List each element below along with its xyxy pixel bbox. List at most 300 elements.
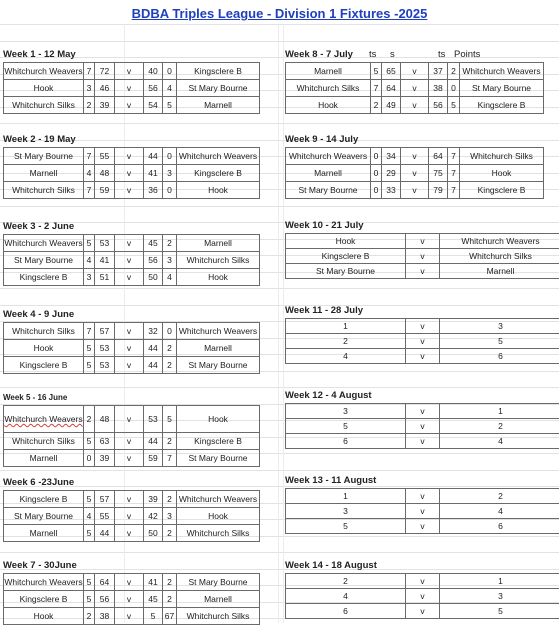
home-shots: 39 bbox=[100, 100, 109, 110]
home-team: Whitchurch Weavers bbox=[289, 151, 367, 161]
table-row bbox=[286, 334, 559, 349]
home-points-cell bbox=[371, 63, 382, 80]
home-points: 0 bbox=[374, 168, 379, 178]
away-points-cell bbox=[448, 63, 460, 80]
home-team-cell bbox=[4, 508, 84, 525]
versus: v bbox=[420, 521, 424, 531]
away-points-cell bbox=[163, 433, 177, 450]
home-team: 6 bbox=[343, 606, 348, 616]
fixture-table bbox=[285, 403, 559, 449]
home-team: Whitchurch Weavers bbox=[4, 238, 82, 248]
away-points-cell bbox=[163, 508, 177, 525]
versus: v bbox=[127, 100, 131, 110]
away-shots: 44 bbox=[148, 151, 157, 161]
versus-cell bbox=[401, 148, 429, 165]
away-points: 7 bbox=[451, 151, 456, 161]
versus-cell bbox=[115, 406, 144, 433]
away-points: 7 bbox=[167, 453, 172, 463]
home-points-cell bbox=[84, 63, 95, 80]
home-points-cell bbox=[84, 608, 95, 625]
away-team: Kingsclere B bbox=[194, 436, 242, 446]
away-team: Hook bbox=[208, 272, 228, 282]
away-points: 5 bbox=[167, 414, 172, 424]
versus: v bbox=[127, 66, 131, 76]
away-points: 67 bbox=[165, 611, 174, 621]
away-points: 4 bbox=[167, 83, 172, 93]
versus-cell bbox=[406, 504, 440, 519]
versus-cell bbox=[406, 319, 440, 334]
versus-cell bbox=[406, 574, 440, 589]
home-points: 3 bbox=[87, 272, 92, 282]
col-header-points: Points bbox=[454, 47, 494, 62]
home-team: Kingsclere B bbox=[20, 494, 68, 504]
versus: v bbox=[420, 336, 424, 346]
away-team-cell bbox=[177, 508, 260, 525]
home-team-cell bbox=[286, 264, 406, 279]
home-team: 1 bbox=[343, 491, 348, 501]
home-shots: 59 bbox=[100, 185, 109, 195]
away-shots: 75 bbox=[433, 168, 442, 178]
home-team: St Mary Bourne bbox=[298, 185, 357, 195]
home-team: Marnell bbox=[314, 66, 342, 76]
away-team-cell bbox=[440, 574, 559, 589]
home-shots: 53 bbox=[100, 360, 109, 370]
versus-cell bbox=[115, 269, 144, 286]
home-shots: 48 bbox=[100, 414, 109, 424]
away-shots: 50 bbox=[148, 528, 157, 538]
away-points: 7 bbox=[451, 185, 456, 195]
table-row bbox=[4, 433, 260, 450]
table-row bbox=[286, 80, 544, 97]
home-team: Kingsclere B bbox=[20, 360, 68, 370]
away-team: Hook bbox=[208, 511, 228, 521]
home-team: St Mary Bourne bbox=[14, 511, 73, 521]
table-row bbox=[4, 450, 260, 467]
versus: v bbox=[127, 151, 131, 161]
table-row bbox=[4, 269, 260, 286]
away-shots-cell bbox=[144, 269, 163, 286]
away-team-cell bbox=[440, 519, 559, 534]
home-team-cell bbox=[4, 608, 84, 625]
away-points: 2 bbox=[167, 360, 172, 370]
away-team: 4 bbox=[498, 436, 503, 446]
away-points-cell bbox=[163, 148, 177, 165]
away-shots: 44 bbox=[148, 436, 157, 446]
away-team: St Mary Bourne bbox=[188, 453, 247, 463]
home-team-cell bbox=[4, 182, 84, 199]
away-team: Marnell bbox=[204, 343, 232, 353]
away-team-cell bbox=[177, 165, 260, 182]
home-points-cell bbox=[84, 525, 95, 542]
home-team-cell bbox=[4, 591, 84, 608]
home-shots: 44 bbox=[100, 528, 109, 538]
table-row bbox=[286, 249, 559, 264]
away-team-cell bbox=[440, 504, 559, 519]
away-team: 2 bbox=[498, 491, 503, 501]
away-points: 2 bbox=[167, 577, 172, 587]
home-points: 5 bbox=[87, 436, 92, 446]
versus-cell bbox=[115, 491, 144, 508]
home-team: Whitchurch Silks bbox=[297, 83, 360, 93]
week-heading-text: Week 14 - 18 August bbox=[285, 558, 377, 573]
away-points-cell bbox=[163, 525, 177, 542]
home-shots-cell bbox=[95, 97, 115, 114]
home-points: 4 bbox=[87, 511, 92, 521]
away-team-cell bbox=[177, 97, 260, 114]
grid-line bbox=[0, 288, 559, 289]
week-heading bbox=[3, 307, 260, 322]
home-team: 3 bbox=[343, 506, 348, 516]
away-team: St Mary Bourne bbox=[472, 83, 531, 93]
away-points-cell bbox=[163, 608, 177, 625]
week-heading-text: Week 11 - 28 July bbox=[285, 303, 363, 318]
away-team: 3 bbox=[498, 321, 503, 331]
versus-cell bbox=[115, 165, 144, 182]
home-team-cell bbox=[286, 249, 406, 264]
away-shots-cell bbox=[144, 340, 163, 357]
home-points-cell bbox=[84, 574, 95, 591]
home-team: Kingsclere B bbox=[20, 272, 68, 282]
versus-cell bbox=[406, 519, 440, 534]
home-team-cell bbox=[286, 504, 406, 519]
away-points-cell bbox=[448, 97, 460, 114]
away-team-cell bbox=[440, 334, 559, 349]
table-row bbox=[286, 574, 559, 589]
table-row bbox=[286, 434, 559, 449]
versus-cell bbox=[401, 165, 429, 182]
home-points: 7 bbox=[87, 326, 92, 336]
versus: v bbox=[412, 66, 416, 76]
table-row bbox=[4, 525, 260, 542]
table-row bbox=[286, 234, 559, 249]
home-shots: 39 bbox=[100, 453, 109, 463]
away-team-cell bbox=[177, 525, 260, 542]
home-points-cell bbox=[371, 80, 382, 97]
away-team: 1 bbox=[498, 406, 503, 416]
home-team-cell bbox=[286, 404, 406, 419]
away-points: 5 bbox=[451, 100, 456, 110]
table-row bbox=[286, 264, 559, 279]
home-shots: 41 bbox=[100, 255, 109, 265]
away-team: Hook bbox=[492, 168, 512, 178]
grid-line bbox=[0, 552, 559, 553]
away-points-cell bbox=[163, 252, 177, 269]
table-row bbox=[286, 319, 559, 334]
week-block bbox=[3, 307, 260, 374]
away-team-cell bbox=[177, 148, 260, 165]
versus-cell bbox=[406, 264, 440, 279]
versus: v bbox=[420, 591, 424, 601]
week-heading bbox=[3, 475, 260, 490]
home-points-cell bbox=[84, 235, 95, 252]
week-heading bbox=[3, 47, 260, 62]
away-shots-cell bbox=[144, 80, 163, 97]
away-points: 5 bbox=[167, 100, 172, 110]
away-shots-cell bbox=[429, 148, 448, 165]
away-team: Whitchurch Silks bbox=[187, 528, 250, 538]
week-heading-text: Week 1 - 12 May bbox=[3, 47, 76, 62]
home-shots: 33 bbox=[386, 185, 395, 195]
away-team-cell bbox=[440, 489, 559, 504]
versus-cell bbox=[406, 404, 440, 419]
home-team-cell bbox=[286, 574, 406, 589]
away-points-cell bbox=[163, 80, 177, 97]
home-shots-cell bbox=[95, 182, 115, 199]
home-points: 5 bbox=[87, 343, 92, 353]
week-heading-text: Week 9 - 14 July bbox=[285, 132, 369, 147]
away-points-cell bbox=[163, 491, 177, 508]
home-shots-cell bbox=[382, 63, 401, 80]
home-points: 2 bbox=[87, 611, 92, 621]
table-row bbox=[4, 80, 260, 97]
away-team-cell bbox=[177, 63, 260, 80]
away-team-cell bbox=[177, 491, 260, 508]
away-shots-cell bbox=[429, 63, 448, 80]
away-team-cell bbox=[440, 589, 559, 604]
versus-cell bbox=[115, 508, 144, 525]
away-team: Whitchurch Silks bbox=[187, 255, 250, 265]
home-team-cell bbox=[4, 63, 84, 80]
away-shots: 45 bbox=[148, 238, 157, 248]
away-team-cell bbox=[177, 323, 260, 340]
home-shots-cell bbox=[95, 608, 115, 625]
away-team: Hook bbox=[208, 185, 228, 195]
fixture-table bbox=[285, 573, 559, 619]
away-shots: 79 bbox=[433, 185, 442, 195]
home-team-cell bbox=[4, 406, 84, 433]
away-team-cell bbox=[440, 434, 559, 449]
away-points: 7 bbox=[451, 168, 456, 178]
home-team-cell bbox=[286, 349, 406, 364]
away-team-cell bbox=[460, 97, 544, 114]
versus-cell bbox=[406, 489, 440, 504]
home-team: Marnell bbox=[314, 168, 342, 178]
away-shots-cell bbox=[144, 525, 163, 542]
table-row bbox=[4, 63, 260, 80]
home-shots-cell bbox=[95, 491, 115, 508]
versus: v bbox=[127, 272, 131, 282]
away-shots: 42 bbox=[148, 511, 157, 521]
home-team: St Mary Bourne bbox=[14, 151, 73, 161]
table-row bbox=[4, 182, 260, 199]
week-block bbox=[285, 303, 559, 364]
home-shots: 65 bbox=[386, 66, 395, 76]
fixture-table bbox=[285, 62, 544, 114]
home-team-cell bbox=[286, 419, 406, 434]
away-team: Kingsclere B bbox=[194, 66, 242, 76]
home-points: 4 bbox=[87, 255, 92, 265]
home-shots-cell bbox=[95, 80, 115, 97]
home-shots-cell bbox=[382, 182, 401, 199]
away-points-cell bbox=[448, 80, 460, 97]
home-team-cell bbox=[286, 234, 406, 249]
table-row bbox=[4, 235, 260, 252]
away-team: Marnell bbox=[204, 100, 232, 110]
home-team-cell bbox=[4, 323, 84, 340]
table-row bbox=[286, 349, 559, 364]
versus: v bbox=[412, 83, 416, 93]
away-points-cell bbox=[448, 182, 460, 199]
home-points: 2 bbox=[374, 100, 379, 110]
table-row bbox=[286, 97, 544, 114]
grid-line bbox=[0, 41, 559, 42]
away-team-cell bbox=[460, 80, 544, 97]
away-team: 2 bbox=[498, 421, 503, 431]
home-shots-cell bbox=[95, 450, 115, 467]
week-heading-text: Week 12 - 4 August bbox=[285, 388, 372, 403]
versus-cell bbox=[406, 234, 440, 249]
home-points-cell bbox=[84, 491, 95, 508]
away-shots: 37 bbox=[433, 66, 442, 76]
home-shots-cell bbox=[95, 433, 115, 450]
away-team-cell bbox=[460, 182, 544, 199]
versus: v bbox=[127, 343, 131, 353]
home-shots: 51 bbox=[100, 272, 109, 282]
home-points-cell bbox=[371, 97, 382, 114]
versus-cell bbox=[115, 323, 144, 340]
away-points-cell bbox=[163, 63, 177, 80]
away-shots-cell bbox=[144, 608, 163, 625]
away-team: Marnell bbox=[204, 238, 232, 248]
away-shots: 56 bbox=[433, 100, 442, 110]
versus-cell bbox=[401, 80, 429, 97]
versus: v bbox=[420, 491, 424, 501]
versus-cell bbox=[115, 235, 144, 252]
away-team-cell bbox=[440, 234, 559, 249]
home-shots: 64 bbox=[386, 83, 395, 93]
table-row bbox=[4, 591, 260, 608]
versus-cell bbox=[406, 419, 440, 434]
away-team-cell bbox=[460, 148, 544, 165]
home-team: Whitchurch Silks bbox=[12, 436, 75, 446]
away-points-cell bbox=[163, 269, 177, 286]
col-header-s: s bbox=[390, 47, 438, 62]
away-team: Whitchurch Silks bbox=[470, 151, 533, 161]
away-shots: 44 bbox=[148, 343, 157, 353]
away-shots-cell bbox=[429, 165, 448, 182]
away-team: Kingsclere B bbox=[478, 185, 526, 195]
versus: v bbox=[420, 421, 424, 431]
week-heading-text: Week 3 - 2 June bbox=[3, 219, 74, 234]
away-shots: 59 bbox=[148, 453, 157, 463]
versus-cell bbox=[115, 450, 144, 467]
week-heading bbox=[285, 473, 559, 488]
home-points-cell bbox=[371, 165, 382, 182]
home-shots-cell bbox=[95, 252, 115, 269]
away-shots: 54 bbox=[148, 100, 157, 110]
away-team-cell bbox=[460, 63, 544, 80]
home-team-cell bbox=[286, 97, 371, 114]
home-points: 5 bbox=[87, 360, 92, 370]
home-team-cell bbox=[4, 148, 84, 165]
away-team: Whitchurch Weavers bbox=[461, 236, 539, 246]
away-points-cell bbox=[163, 574, 177, 591]
versus-cell bbox=[406, 589, 440, 604]
away-points: 2 bbox=[167, 343, 172, 353]
home-team-cell bbox=[4, 340, 84, 357]
away-team-cell bbox=[177, 80, 260, 97]
away-points: 0 bbox=[451, 83, 456, 93]
home-shots-cell bbox=[95, 63, 115, 80]
away-team: Marnell bbox=[204, 594, 232, 604]
home-shots-cell bbox=[95, 323, 115, 340]
week-block bbox=[3, 219, 260, 286]
home-points: 5 bbox=[87, 577, 92, 587]
home-points: 0 bbox=[374, 185, 379, 195]
versus: v bbox=[412, 151, 416, 161]
home-team-cell bbox=[4, 491, 84, 508]
away-points: 4 bbox=[167, 272, 172, 282]
away-team-cell bbox=[177, 608, 260, 625]
home-points: 5 bbox=[87, 494, 92, 504]
away-team: St Mary Bourne bbox=[188, 83, 247, 93]
week-heading-text: Week 7 - 30June bbox=[3, 558, 77, 573]
home-team-cell bbox=[286, 165, 371, 182]
away-shots-cell bbox=[144, 406, 163, 433]
versus: v bbox=[127, 453, 131, 463]
away-team: Whitchurch Weavers bbox=[179, 326, 257, 336]
home-points-cell bbox=[84, 406, 95, 433]
away-team: St Mary Bourne bbox=[188, 360, 247, 370]
home-team: Whitchurch Silks bbox=[12, 326, 75, 336]
away-team: Whitchurch Weavers bbox=[179, 151, 257, 161]
home-shots-cell bbox=[95, 525, 115, 542]
home-team-cell bbox=[4, 433, 84, 450]
away-shots-cell bbox=[144, 450, 163, 467]
week-block bbox=[285, 47, 544, 114]
versus: v bbox=[412, 100, 416, 110]
away-team-cell bbox=[177, 340, 260, 357]
away-team: Whitchurch Silks bbox=[469, 251, 532, 261]
away-shots: 53 bbox=[148, 414, 157, 424]
home-points: 7 bbox=[87, 151, 92, 161]
versus-cell bbox=[115, 608, 144, 625]
home-team: St Mary Bourne bbox=[14, 255, 73, 265]
home-team-cell bbox=[4, 97, 84, 114]
versus: v bbox=[127, 494, 131, 504]
home-points-cell bbox=[84, 97, 95, 114]
home-team: 2 bbox=[343, 336, 348, 346]
table-row bbox=[4, 357, 260, 374]
versus: v bbox=[127, 83, 131, 93]
versus: v bbox=[412, 168, 416, 178]
home-shots: 49 bbox=[386, 100, 395, 110]
versus-cell bbox=[406, 334, 440, 349]
home-team: Kingsclere B bbox=[322, 251, 370, 261]
away-points: 0 bbox=[167, 151, 172, 161]
versus: v bbox=[420, 351, 424, 361]
fixture-table bbox=[285, 147, 544, 199]
versus: v bbox=[420, 576, 424, 586]
home-shots-cell bbox=[95, 574, 115, 591]
versus-cell bbox=[406, 604, 440, 619]
home-team: Hook bbox=[34, 611, 54, 621]
table-row bbox=[286, 182, 544, 199]
home-points: 2 bbox=[87, 100, 92, 110]
home-team: Whitchurch Silks bbox=[12, 185, 75, 195]
week-heading bbox=[285, 132, 544, 147]
home-points-cell bbox=[84, 148, 95, 165]
home-team: 1 bbox=[343, 321, 348, 331]
versus: v bbox=[420, 406, 424, 416]
versus-cell bbox=[115, 357, 144, 374]
fixture-table bbox=[3, 62, 260, 114]
away-team: Whitchurch Silks bbox=[187, 611, 250, 621]
home-shots-cell bbox=[95, 148, 115, 165]
home-team: Hook bbox=[34, 343, 54, 353]
versus-cell bbox=[115, 433, 144, 450]
home-team: 5 bbox=[343, 521, 348, 531]
